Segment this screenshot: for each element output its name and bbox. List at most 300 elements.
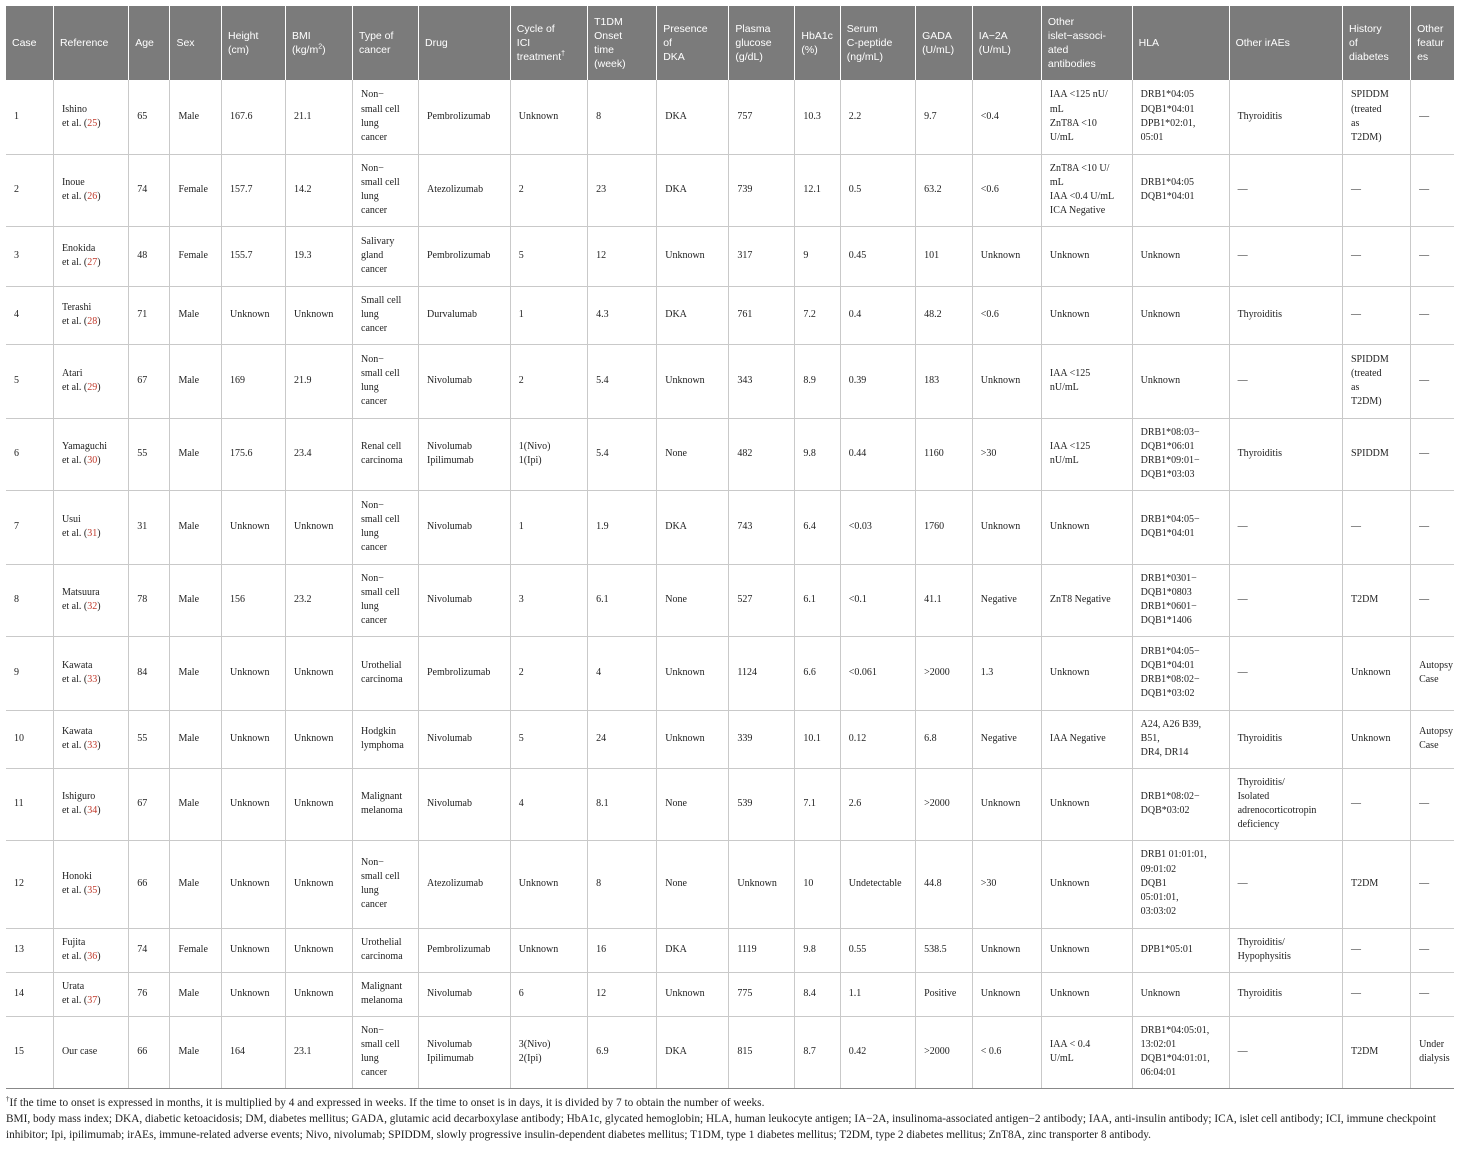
cell-other-ab [1041,710,1132,768]
cell-line: Non− [361,162,384,174]
table-row [6,286,1454,344]
cell-ia2a: Unknown [972,344,1041,418]
cell-cancer [353,710,419,768]
cell-dka: DKA [657,1016,729,1088]
cell-height: Unknown [222,768,286,840]
cell-line: 5 [518,249,524,261]
reference-citation: et al. (36) [61,951,101,962]
cell-bmi: 14.2 [285,154,352,226]
cell-line: DQB1 [1140,877,1167,889]
cell-glucose: 761 [729,286,795,344]
cell-cycle [510,928,587,972]
cell-line: DRB1*08:03− [1140,426,1200,438]
column-header-line: Reference [59,37,109,49]
cell-ia2a: Unknown [972,490,1041,564]
cell-other-ab [1041,286,1132,344]
cell-cycle [510,840,587,928]
table-row [6,840,1454,928]
cell-history [1343,768,1411,840]
cell-height: 167.6 [222,80,286,154]
cell-drug [419,490,511,564]
column-header [588,6,657,80]
cell-hba1c: 6.1 [795,564,840,636]
cell-line: ZnT8A <10 U/ [1049,162,1110,174]
cell-drug [419,928,511,972]
column-header-line: (ng/mL) [846,51,883,63]
cell-line: 1 [518,520,524,532]
cell-line: Autopsy [1419,659,1453,671]
cell-line: Unknown [1140,987,1181,999]
cell-age: 78 [129,564,170,636]
cell-hla [1132,80,1229,154]
cell-sex: Male [170,840,222,928]
column-header-line: History [1349,23,1382,35]
cell-case: 15 [6,1016,53,1088]
cell-line: 06:04:01 [1140,1067,1177,1079]
cell-cycle [510,418,587,490]
cell-case: 7 [6,490,53,564]
cell-line: — [1237,1045,1248,1057]
reference-author: Kawata [61,659,93,671]
cell-line: as [1351,117,1360,129]
cell-line: 5 [518,732,524,744]
cell-drug [419,1016,511,1088]
cell-line: DRB1*04:05 [1140,89,1194,101]
cell-height: Unknown [222,928,286,972]
cell-cancer [353,972,419,1016]
column-header [1343,6,1411,80]
cell-hba1c: 7.1 [795,768,840,840]
reference-link[interactable]: 25 [87,117,98,129]
reference-author: Ishiguro [61,790,96,802]
cell-ref [53,768,128,840]
cell-line: cancer [361,1067,388,1079]
cell-ia2a: <0.4 [972,80,1041,154]
cell-glucose: 775 [729,972,795,1016]
column-header-line: Case [12,37,37,49]
cell-line: small cell [361,103,400,115]
cell-ia2a: 1.3 [972,636,1041,710]
cell-line: gland [361,249,384,261]
cell-line: — [1419,877,1430,889]
cell-line: — [1419,249,1430,261]
cell-line: Unknown [1049,249,1090,261]
cell-sex: Female [170,154,222,226]
reference-link[interactable]: 34 [87,805,98,816]
cell-ref [53,928,128,972]
cell-height: Unknown [222,972,286,1016]
cell-line: — [1237,593,1248,605]
cell-sex: Female [170,226,222,286]
cell-line: 09:01:02 [1140,863,1177,875]
table-body [6,80,1454,1088]
cell-line: 05:01:01, [1140,892,1179,904]
cell-line: — [1419,374,1430,386]
cell-hla [1132,1016,1229,1088]
cell-line: 3(Nivo) [518,1038,551,1050]
cell-hba1c: 9 [795,226,840,286]
cell-cpep: 2.2 [840,80,915,154]
reference-link[interactable]: 28 [87,316,98,327]
cell-line: DRB1*0601− [1140,601,1197,612]
column-header-line: ICI [516,37,531,49]
cell-line: small cell [361,1038,400,1050]
cell-line: cancer [361,615,388,627]
cell-ia2a: Unknown [972,226,1041,286]
cell-line: cancer [361,542,388,554]
cell-line: — [1419,447,1430,459]
cell-line: cancer [361,131,388,143]
cell-line: small cell [361,586,400,598]
cell-onset: 8.1 [588,768,657,840]
reference-citation: et al. (28) [61,316,101,327]
reference-citation: et al. (32) [61,601,101,612]
cell-line: — [1419,183,1430,195]
column-header-line: diabetes [1349,51,1389,63]
cell-drug [419,710,511,768]
column-header-line: BMI [291,30,311,42]
cell-line: — [1419,943,1430,955]
cell-other-ab [1041,768,1132,840]
cell-line: IAA <125 [1049,440,1091,452]
cell-sex: Female [170,928,222,972]
column-header [170,6,222,80]
column-header [729,6,795,80]
cell-gada: 9.7 [916,80,973,154]
cell-height: 164 [222,1016,286,1088]
cell-history [1343,840,1411,928]
cell-bmi: Unknown [285,840,352,928]
cell-line: DRB1*09:01− [1140,455,1200,466]
table-row [6,344,1454,418]
cell-cycle [510,1016,587,1088]
cell-line: cancer [361,323,388,335]
column-header [285,6,352,80]
cell-line: Unknown [1049,987,1090,999]
cell-history [1343,80,1411,154]
cell-line: Thyroiditis [1237,447,1283,459]
cell-ref [53,490,128,564]
column-header [1132,6,1229,80]
cell-line: Under [1419,1038,1445,1050]
cell-irae [1229,418,1342,490]
cell-ref [53,154,128,226]
cell-cycle [510,286,587,344]
cell-case: 1 [6,80,53,154]
cell-line: Renal cell [361,440,402,452]
cell-other-ab [1041,636,1132,710]
cell-line: small cell [361,870,400,882]
cell-line: Unknown [1049,308,1090,320]
cell-line: Small cell [361,294,402,306]
cell-ia2a: Unknown [972,972,1041,1016]
column-header-line: (%) [801,44,818,56]
cell-cycle [510,564,587,636]
cell-line: — [1237,877,1248,889]
reference-author: Honoki [61,870,92,882]
cell-line: ZnT8A <10 [1049,117,1097,129]
cell-hla [1132,286,1229,344]
cell-line: nU/mL [1049,455,1079,466]
column-header-line: Other [1047,16,1075,28]
cell-features [1411,840,1454,928]
cell-line: DR4, DR14 [1140,747,1189,759]
cell-height: 157.7 [222,154,286,226]
cell-line: DQB1*06:01 [1140,440,1195,452]
column-header-line: Other irAEs [1235,37,1290,49]
cell-hla [1132,768,1229,840]
cell-line: — [1419,987,1430,999]
cell-drug [419,80,511,154]
cell-age: 55 [129,418,170,490]
cell-hba1c: 8.9 [795,344,840,418]
cell-hla [1132,418,1229,490]
cell-line: DQB1*03:03 [1140,469,1195,481]
cell-features [1411,226,1454,286]
cell-line: ZnT8 Negative [1049,593,1111,605]
cell-line: Non− [361,499,384,511]
cell-sex: Male [170,344,222,418]
column-header-line: features [1417,37,1444,63]
reference-citation: et al. (26) [61,191,101,202]
cell-ref [53,840,128,928]
reference-author: Our case [61,1045,98,1057]
column-header-line: GADA [922,30,952,42]
cell-cpep: 0.4 [840,286,915,344]
cell-dka: None [657,418,729,490]
reference-link[interactable]: 36 [87,951,98,962]
cell-ref [53,1016,128,1088]
column-header-line: $(kg/m^2)$ [291,43,326,56]
cell-cancer [353,928,419,972]
cell-history [1343,1016,1411,1088]
cell-line: Unknown [518,110,559,122]
cell-line: Non− [361,1024,384,1036]
cell-case: 5 [6,344,53,418]
cell-case: 10 [6,710,53,768]
table-row [6,80,1454,154]
table-row [6,226,1454,286]
cell-line: SPIDDM [1351,89,1389,101]
cell-line: small cell [361,513,400,525]
cell-glucose: 527 [729,564,795,636]
cell-case: 14 [6,972,53,1016]
cell-line: — [1351,520,1361,532]
cell-line: small cell [361,367,400,379]
cell-dka: DKA [657,286,729,344]
cell-glucose: 482 [729,418,795,490]
table-container [6,6,1454,1143]
cell-drug [419,226,511,286]
abbreviations-footnote: BMI, body mass index; DKA, diabetic ketoacidosis; DM, diabetes mellitus; GADA, glutamic acid decarboxylase antibody; HbA1c, glycated hemoglobin; HLA, human leukocyte antigen; IA−2A, insulinoma-associated antigen−2 antibody; IAA, anti-insulin antibody; ICA, islet cell antibody; ICI, immune checkpoint inhibitor; Ipi, ipilimumab; irAEs, immune-related adverse events; Nivo, nivolumab; SPIDDM, slowly progressive insulin-dependent diabetes mellitus; T1DM, type 1 diabetes mellitus; T2DM, type 2 diabetes mellitus; ZnT8A, zinc transporter 8 antibody. [6,1112,1436,1141]
cell-history [1343,418,1411,490]
cell-cancer [353,1016,419,1088]
cell-line: Unknown [1049,877,1090,889]
reference-link[interactable]: 31 [87,528,98,539]
cell-ia2a: >30 [972,840,1041,928]
reference-link[interactable]: 35 [87,885,98,896]
column-header-line: Cycle of [516,23,555,35]
cell-line: — [1237,374,1248,386]
cell-line: Unknown [1351,732,1391,744]
cell-gada: >2000 [916,636,973,710]
cell-line: U/mL [1049,131,1074,143]
cell-ia2a: Negative [972,710,1041,768]
cell-hba1c: 12.1 [795,154,840,226]
cell-age: 65 [129,80,170,154]
column-header-line: Type of [359,30,394,42]
cell-line: (treated [1351,103,1382,115]
cell-onset: 6.9 [588,1016,657,1088]
cell-cancer [353,286,419,344]
cell-height: Unknown [222,840,286,928]
cell-line: DRB1*04:05 [1140,176,1194,188]
column-header-line: Presence [663,23,708,35]
column-header [1411,6,1454,80]
table-row [6,154,1454,226]
cell-other-ab [1041,80,1132,154]
cell-ia2a: Unknown [972,928,1041,972]
cell-case: 6 [6,418,53,490]
reference-link[interactable]: 30 [87,455,98,466]
cell-bmi: Unknown [285,928,352,972]
cell-line: 2 [518,374,524,386]
cell-line: DRB1*08:02− [1140,790,1200,802]
cell-cpep: 1.1 [840,972,915,1016]
column-header-line: Plasma [735,23,771,35]
cell-irae [1229,344,1342,418]
cell-line: 1(Nivo) [518,440,551,452]
reference-link[interactable]: 33 [87,740,98,751]
cell-age: 48 [129,226,170,286]
cell-bmi: Unknown [285,710,352,768]
reference-link[interactable]: 37 [87,995,98,1006]
cell-line: IAA <0.4 U/mL [1049,191,1115,202]
cell-cpep: 0.42 [840,1016,915,1088]
cell-age: 67 [129,344,170,418]
reference-link[interactable]: 29 [87,382,98,393]
cell-line: DRB1*0301− [1140,572,1197,584]
cell-dka: DKA [657,80,729,154]
column-header-line: (week) [594,58,626,70]
column-header-line: glucose [735,37,772,49]
cell-dka: DKA [657,154,729,226]
cell-line: DPB1*05:01 [1140,943,1193,955]
cell-line: — [1351,987,1361,999]
cell-line: lung [361,1053,379,1064]
cell-line: DRB1*08:02− [1140,674,1200,685]
cell-glucose: Unknown [729,840,795,928]
cell-line: Salivary [361,235,395,247]
column-header [916,6,973,80]
cell-bmi: Unknown [285,972,352,1016]
cell-bmi: 23.2 [285,564,352,636]
cell-hba1c: 9.8 [795,418,840,490]
cell-sex: Male [170,286,222,344]
cell-line: carcinoma [361,674,403,685]
cell-cancer [353,154,419,226]
reference-link[interactable]: 26 [87,191,98,202]
cell-age: 66 [129,840,170,928]
reference-author: Fujita [61,936,86,948]
cell-line: Unknown [518,943,559,955]
cell-glucose: 739 [729,154,795,226]
reference-citation: et al. (37) [61,995,101,1006]
cell-glucose: 1124 [729,636,795,710]
cell-onset: 12 [588,972,657,1016]
cell-gada: 1160 [916,418,973,490]
cell-dka: Unknown [657,710,729,768]
column-header-line: Onset [594,30,623,42]
cell-age: 67 [129,768,170,840]
cell-height: Unknown [222,286,286,344]
cell-dka: None [657,840,729,928]
cell-drug [419,972,511,1016]
cell-line: Nivolumab [427,732,472,744]
cell-features [1411,344,1454,418]
cell-line: Hodgkin [361,725,396,737]
cell-hba1c: 8.7 [795,1016,840,1088]
cell-line: T2DM) [1351,131,1382,143]
cell-line: U/mL [1049,1053,1074,1064]
cell-line: lung [361,601,379,612]
cell-line: T2DM [1351,1045,1379,1057]
cell-line: DRB1 01:01:01, [1140,849,1207,861]
cell-cpep: Undetectable [840,840,915,928]
cell-line: cancer [361,899,388,911]
cell-onset: 24 [588,710,657,768]
cell-gada: 63.2 [916,154,973,226]
cell-bmi: 21.1 [285,80,352,154]
cell-ref [53,80,128,154]
cell-onset: 5.4 [588,418,657,490]
cell-line: 2(Ipi) [518,1053,542,1064]
cell-gada: 538.5 [916,928,973,972]
cell-history [1343,154,1411,226]
reference-citation: et al. (34) [61,805,101,816]
reference-citation: et al. (31) [61,528,101,539]
cell-gada: 1760 [916,490,973,564]
cell-line: DRB1*04:05− [1140,513,1200,525]
cell-onset: 6.1 [588,564,657,636]
cell-case: 11 [6,768,53,840]
cell-sex: Male [170,490,222,564]
cell-cycle [510,972,587,1016]
cell-line: Nivolumab [427,593,472,605]
reference-link[interactable]: 32 [87,601,98,612]
column-header [353,6,419,80]
cell-irae [1229,972,1342,1016]
cell-cpep: <0.03 [840,490,915,564]
cell-gada: 41.1 [916,564,973,636]
cell-glucose: 815 [729,1016,795,1088]
cell-features [1411,768,1454,840]
cell-line: Unknown [1049,943,1090,955]
cell-history [1343,636,1411,710]
column-header-line: DKA [663,51,685,63]
cell-height: 155.7 [222,226,286,286]
column-header-line: IA−2A [978,30,1008,42]
reference-link[interactable]: 33 [87,674,98,685]
reference-link[interactable]: 27 [87,257,98,268]
cell-hba1c: 7.2 [795,286,840,344]
cell-age: 55 [129,710,170,768]
cell-features [1411,154,1454,226]
cell-hba1c: 8.4 [795,972,840,1016]
cell-hla [1132,636,1229,710]
reference-author: Atari [61,367,83,379]
cell-line: Nivolumab [427,987,472,999]
